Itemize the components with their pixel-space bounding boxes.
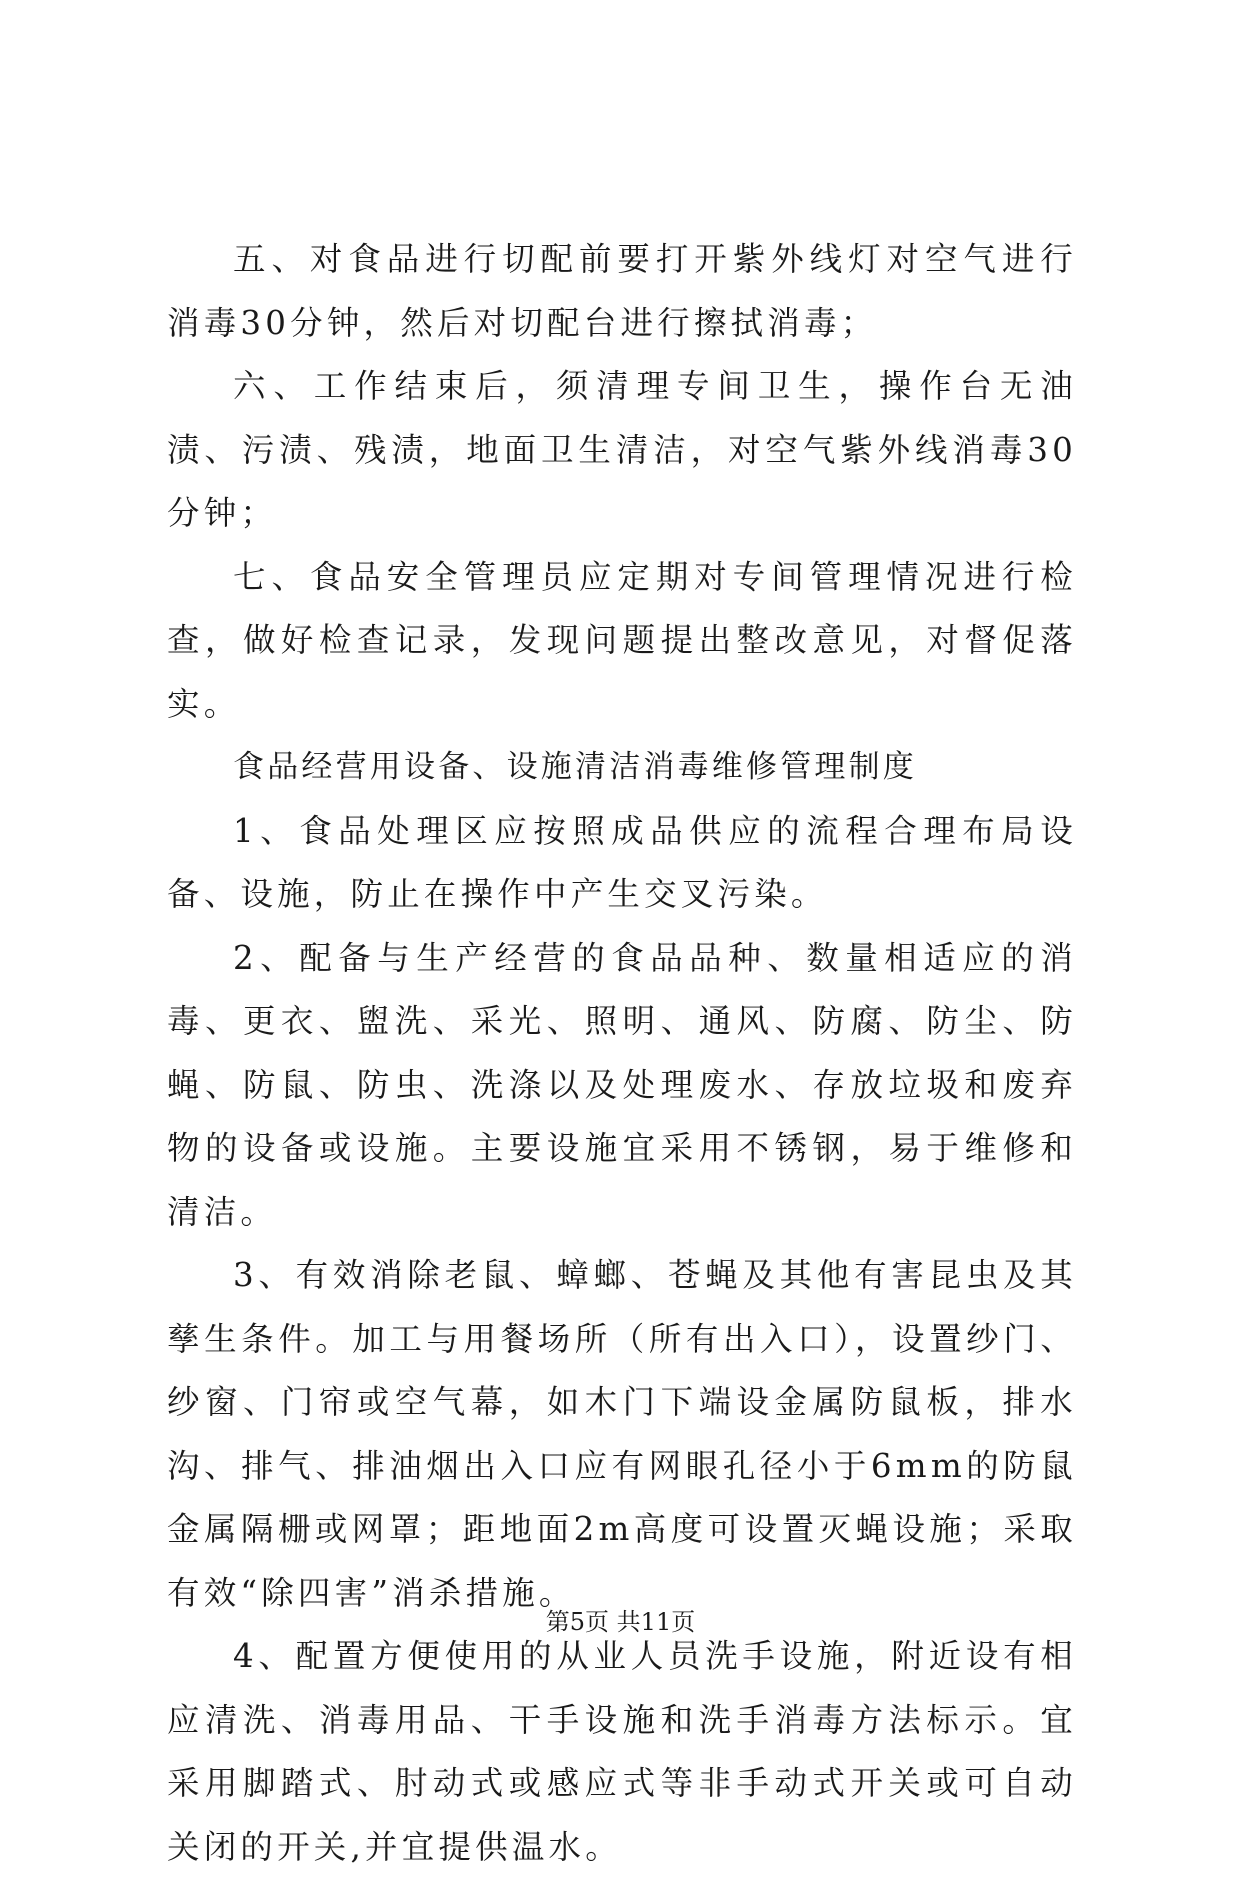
item-2: 2、配备与生产经营的食品品种、数量相适应的消毒、更衣、盥洗、采光、照明、通风、防腐、防尘、防蝇、防鼠、防虫、洗涤以及处理废水、存放垃圾和废弃物的设备或设施。主要设施宜采用不锈钢，易于维修和清洁。 [167, 938, 1077, 1231]
item-3: 3、有效消除老鼠、蟑螂、苍蝇及其他有害昆虫及其孳生条件。加工与用餐场所（所有出入口），设置纱门、纱窗、门帘或空气幕，如木门下端设金属防鼠板，排水沟、排气、排油烟出入口应有网眼孔径小于6mm的防鼠金属隔栅或网罩；距地面2m高度可设置灭蝇设施；采取有效“除四害”消杀措施。 [167, 1256, 1077, 1612]
page-footer [0, 1602, 1241, 1637]
section-heading: 食品经营用设备、设施清洁消毒维修管理制度 [233, 749, 917, 785]
paragraph-6: 六、工作结束后，须清理专间卫生，操作台无油渍、污渍、残渍，地面卫生清洁，对空气紫外线消毒30分钟； [167, 367, 1077, 532]
paragraph-7: 七、食品安全管理员应定期对专间管理情况进行检查，做好检查记录，发现问题提出整改意见，对督促落实。 [167, 557, 1077, 723]
item-4: 4、配置方便使用的从业人员洗手设施，附近设有相应清洗、消毒用品、干手设施和洗手消毒方法标示。宜采用脚踏式、肘动式或感应式等非手动式开关或可自动关闭的开关,并宜提供温水。 [167, 1637, 1077, 1866]
item-1: 1、食品处理区应按照成品供应的流程合理布局设备、设施，防止在操作中产生交叉污染。 [167, 811, 1077, 913]
paragraph-5: 五、对食品进行切配前要打开紫外线灯对空气进行消毒30分钟，然后对切配台进行擦拭消毒； [167, 240, 1077, 342]
page-number: 第5页 共11页 [545, 1608, 696, 1636]
